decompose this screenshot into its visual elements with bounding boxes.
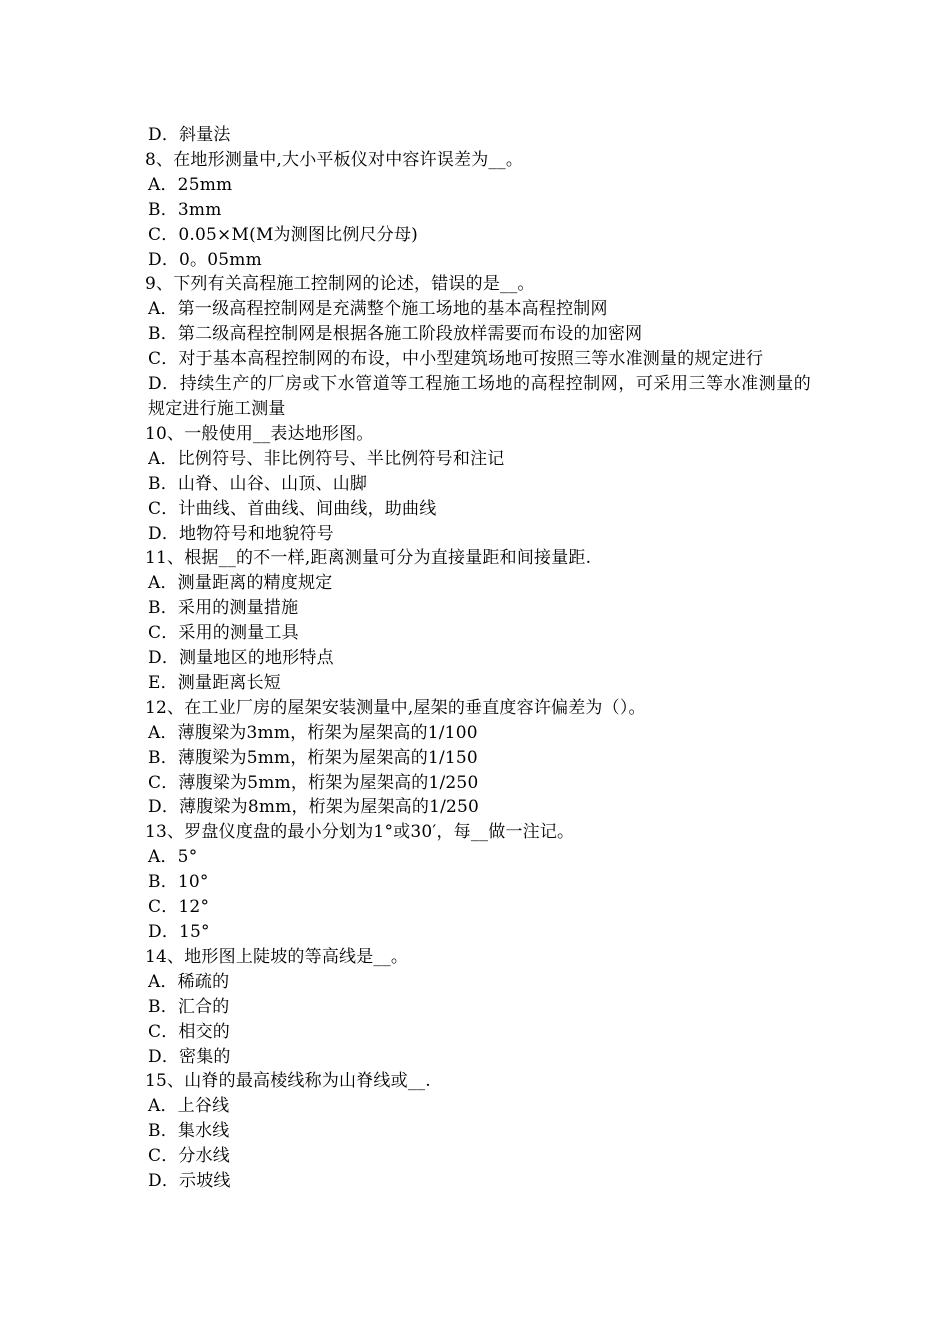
option-line: C．12° [148,897,210,918]
question-line: 11、根据__的不一样,距离测量可分为直接量距和间接量距. [145,548,592,569]
option-line: B．10° [148,872,209,893]
option-line: C．采用的测量工具 [148,623,299,644]
option-line: A．稀疏的 [148,971,230,992]
option-line: A．第一级高程控制网是充满整个施工场地的基本高程控制网 [148,299,608,320]
question-line: 13、罗盘仪度盘的最小分划为1°或30′，每__做一注记。 [145,822,575,843]
option-line: D．测量地区的地形特点 [148,648,334,669]
option-line: D．密集的 [148,1046,231,1067]
option-line: D．15° [148,922,210,942]
option-line: D．斜量法 [148,125,231,145]
question-line: 8、在地形测量中,大小平板仪对中容许误差为__。 [145,149,524,170]
question-line: 12、在工业厂房的屋架安装测量中,屋架的垂直度容许偏差为（）。 [145,697,646,718]
option-line: A．上谷线 [148,1096,230,1117]
option-line: D．地物符号和地貌符号 [148,523,334,544]
document-body [145,123,811,1194]
option-line: B．汇合的 [148,996,230,1017]
option-line: D．薄腹梁为8mm，桁架为屋架高的1/250 [148,797,480,818]
option-line: A．25mm [148,174,233,195]
question-line: 15、山脊的最高棱线称为山脊线或__. [145,1071,431,1092]
option-line: B．薄腹梁为5mm，桁架为屋架高的1/150 [148,747,478,768]
option-line: C．0.05×M(M为测图比例尺分母) [148,224,418,245]
option-line: C．计曲线、首曲线、间曲线，助曲线 [148,498,437,519]
option-line: E．测量距离长短 [148,672,282,693]
option-line: A．比例符号、非比例符号、半比例符号和注记 [148,448,505,469]
option-line: B．集水线 [148,1121,230,1142]
option-line: C．对于基本高程控制网的布设，中小型建筑场地可按照三等水准测量的规定进行 [148,349,764,370]
option-line: B．第二级高程控制网是根据各施工阶段放样需要而布设的加密网 [148,324,643,345]
option-line: A．5° [148,847,198,868]
option-line: B．采用的测量措施 [148,598,299,619]
option-line: B．3mm [148,199,222,220]
option-line: D．示坡线 [148,1171,231,1192]
question-line: 9、下列有关高程施工控制网的论述，错误的是__。 [145,274,535,295]
option-line: B．山脊、山谷、山顶、山脚 [148,473,368,494]
option-line: A．测量距离的精度规定 [148,573,333,594]
option-line: D．0。05mm [148,249,262,270]
question-line: 14、地形图上陡坡的等高线是__。 [145,946,409,967]
option-line: C．薄腹梁为5mm，桁架为屋架高的1/250 [148,772,479,793]
option-line: D．持续生产的厂房或下水管道等工程施工场地的高程控制网，可采用三等水准测量的规定进行施工测量 [148,374,811,419]
option-line: C．分水线 [148,1146,231,1167]
option-line: C．相交的 [148,1021,231,1042]
option-line: A．薄腹梁为3mm，桁架为屋架高的1/100 [148,722,478,743]
question-line: 10、一般使用__表达地形图。 [145,423,374,444]
